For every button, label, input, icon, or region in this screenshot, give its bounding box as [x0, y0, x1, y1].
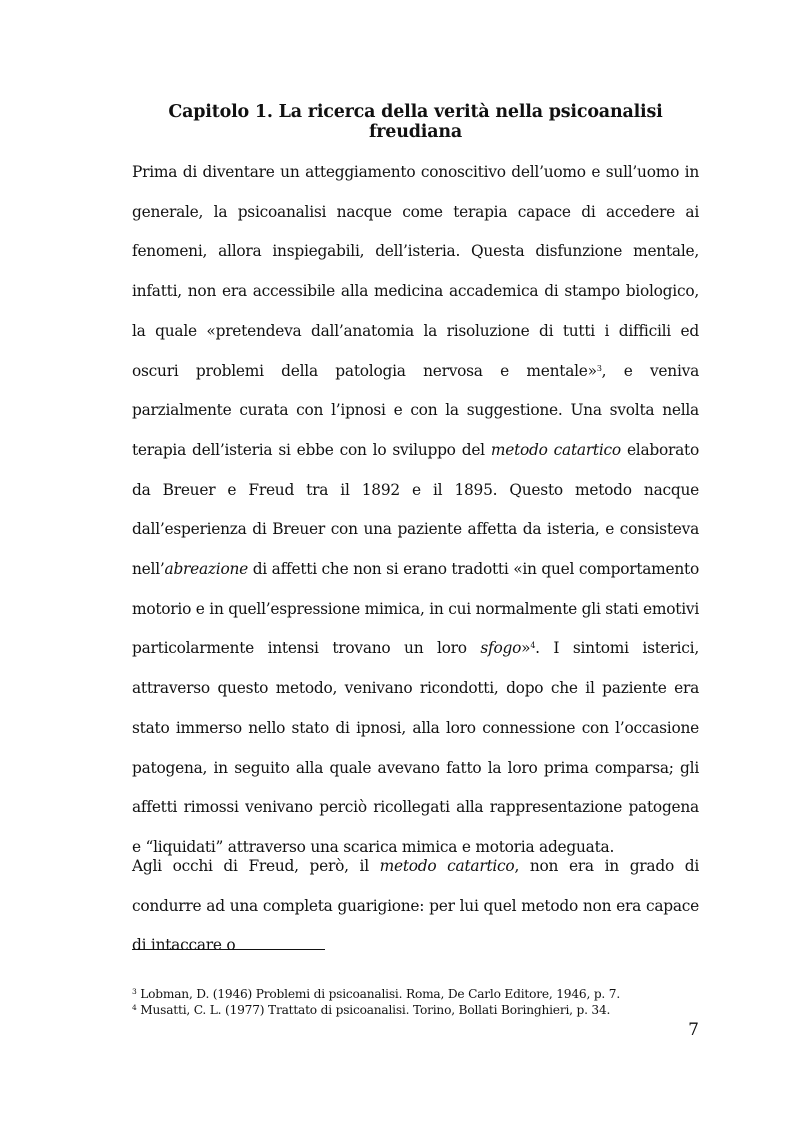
footnote-ref-4[interactable]: 4 [530, 641, 536, 651]
paragraph-text: . I sintomi isterici, attraverso questo metodo, venivano ricondotti, dopo che il paziente era stato immerso nello stato di ipnosi, alla loro connessione con l’occasione patogena, in seguito alla quale avevano fatto la loro prima comparsa; gli affetti rimossi venivano perciò ricollegati alla rappresentazione patogena e “liquidati” attraverso una scarica mimica e motoria adeguata. [132, 639, 699, 856]
footnote-4 [132, 1002, 699, 1018]
paragraph-text: Prima di diventare un atteggiamento conoscitivo dell’uomo e sull’uomo in generale, la psicoanalisi nacque come terapia capace di accedere ai fenomeni, allora inspiegabili, dell’isteria. Questa disfunzione mentale, infatti, non era accessibile alla medicina accademica di stampo biologico, la quale «pretendeva dall’anatomia la risoluzione di tutti i difficili ed oscuri problemi della patologia nervosa e mentale» [132, 163, 699, 380]
footnote-number: 3 [132, 987, 137, 996]
emphasis-metodo-catartico: metodo catartico [490, 440, 621, 459]
paragraph-text: elaborato da Breuer e Freud tra il 1892 e il 1895. Questo metodo nacque dall’esperienza di Breuer con una paziente affetta da isteria, e consisteva nell’ [132, 440, 699, 579]
footnote-text: Musatti, C. L. (1977) Trattato di psicoanalisi. Torino, Bollati Boringhieri, p. 34. [136, 1003, 611, 1017]
footnotes [132, 986, 699, 1018]
footnote-number: 4 [132, 1003, 137, 1012]
body-paragraph-1 [132, 153, 699, 868]
emphasis-abreazione: abreazione [164, 560, 249, 579]
footnote-ref-3[interactable]: 3 [596, 363, 602, 373]
paragraph-text: Agli occhi di Freud, però, il [132, 857, 380, 875]
footnote-text: Lobman, D. (1946) Problemi di psicoanalisi. Roma, De Carlo Editore, 1946, p. 7. [136, 987, 620, 1001]
emphasis-sfogo: sfogo [480, 639, 522, 658]
paragraph-text: » [521, 639, 531, 658]
emphasis-metodo-catartico: metodo catartico [379, 857, 515, 875]
paragraph-text: , e veniva parzialmente curata con l’ipnosi e con la suggestione. Una svolta nella terapia dell’isteria si ebbe con lo sviluppo del [132, 361, 699, 459]
paragraph-text: di affetti che non si erano tradotti «in quel comportamento motorio e in quell’espressione mimica, in cui normalmente gli stati emotivi particolarmente intensi trovano un loro [132, 560, 699, 658]
page-number: 7 [688, 1020, 699, 1040]
footnote-separator [132, 949, 325, 950]
paragraph-text: , non era in grado di condurre ad una completa guarigione: per lui quel metodo non era capace di intaccare o [132, 857, 699, 955]
chapter-title: Capitolo 1. La ricerca della verità nella psicoanalisi freudiana [168, 102, 663, 142]
footnote-3 [132, 986, 699, 1002]
